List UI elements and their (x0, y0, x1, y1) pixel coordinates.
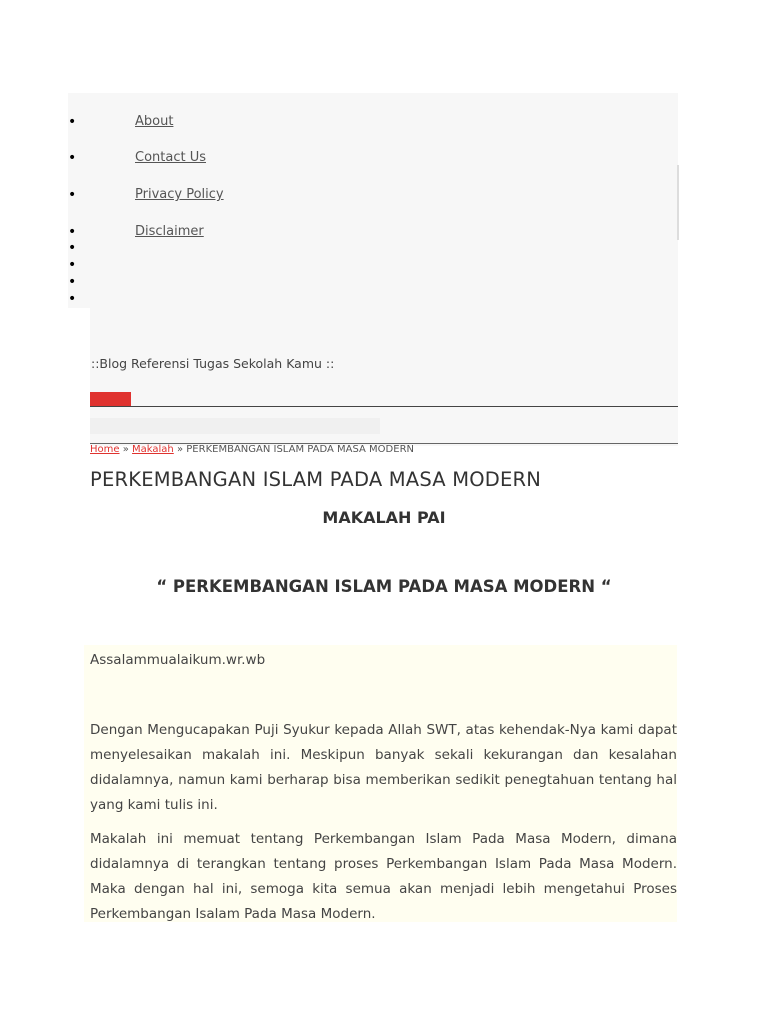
breadcrumb-separator: » (176, 444, 184, 455)
breadcrumb-current: PERKEMBANGAN ISLAM PADA MASA MODERN (186, 444, 415, 455)
bullet-icon: • (68, 187, 77, 203)
bullet-icon: • (68, 240, 77, 256)
section-heading: MAKALAH PAI (322, 508, 446, 527)
body-paragraph: Makalah ini memuat tentang Perkembangan Islam Pada Masa Modern, dimana didalamnya di terangkan tentang proses Perkembangan Islam Pada Masa Modern. Maka dengan hal ini, semoga kita semua akan menjadi lebih mengetahui Proses Perkembangan Isalam Pada Masa Modern. (90, 831, 677, 922)
site-tagline: ::Blog Referensi Tugas Sekolah Kamu :: (91, 356, 335, 371)
bullet-icon: • (68, 114, 77, 130)
menu-accent-tab[interactable] (90, 392, 131, 406)
section-heading: “ PERKEMBANGAN ISLAM PADA MASA MODERN “ (156, 577, 612, 596)
nav-item-empty (0, 289, 600, 309)
bullet-icon: • (68, 150, 77, 166)
breadcrumb-home-link[interactable]: Home (90, 444, 120, 455)
breadcrumb-separator: » (122, 444, 129, 455)
bullet-icon: • (68, 274, 77, 290)
breadcrumb (90, 444, 414, 456)
nav-link-about[interactable]: About (135, 114, 174, 129)
nav-link-disclaimer[interactable]: Disclaimer (135, 224, 204, 239)
nav-link-privacy-policy[interactable]: Privacy Policy (135, 187, 224, 202)
nav-item-about (0, 112, 600, 132)
page-title: PERKEMBANGAN ISLAM PADA MASA MODERN (90, 468, 542, 491)
search-field[interactable] (90, 418, 380, 434)
greeting-text: Assalammualaikum.wr.wb (90, 652, 266, 668)
bullet-icon: • (68, 291, 77, 307)
nav-item-privacy (0, 185, 600, 205)
nav-divider (677, 165, 679, 240)
bullet-icon: • (68, 257, 77, 273)
bullet-icon: • (68, 224, 77, 240)
nav-item-contact (0, 148, 600, 168)
breadcrumb-category-link[interactable]: Makalah (132, 444, 174, 455)
nav-link-contact-us[interactable]: Contact Us (135, 150, 206, 165)
divider (90, 406, 678, 407)
body-paragraph: Dengan Mengucapakan Puji Syukur kepada Allah SWT, atas kehendak-Nya kami dapat menyelesaikan makalah ini. Meskipun banyak sekali kekurangan dan kesalahan didalamnya, namun kami berharap bisa memberikan sedikit penegtahuan tentang hal yang kami tulis ini. (90, 722, 677, 813)
